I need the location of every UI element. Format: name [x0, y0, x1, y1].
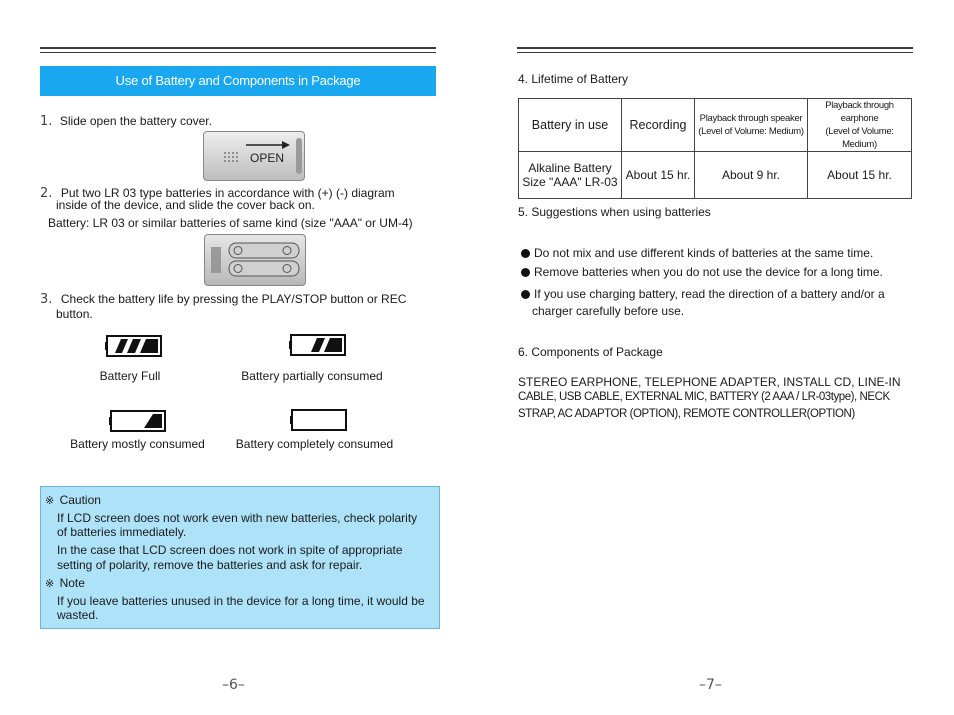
suggestion-text-3: If you use charging battery, read the direction of a battery and/or a	[534, 287, 885, 301]
header-earphone-line1: Playback through earphone	[825, 100, 894, 124]
cell-battery-line2: Size "AAA" LR-03	[522, 175, 618, 189]
suggestions-title: 5. Suggestions when using batteries	[518, 205, 711, 219]
note-mark: ※	[45, 577, 55, 590]
header-speaker-line1: Playback through speaker	[699, 113, 803, 124]
step-3-line2: button.	[56, 307, 93, 321]
step-3-number: 3.	[40, 292, 53, 307]
battery-cover-illustration	[203, 131, 305, 181]
left-top-rule	[40, 47, 436, 49]
components-line3: STRAP, AC ADAPTOR (OPTION), REMOTE CONTROLLER(OPTION)	[518, 408, 855, 420]
section-header: Use of Battery and Components in Package	[40, 66, 436, 96]
caution-p2-line1: In the case that LCD screen does not work in spite of appropriate	[57, 543, 403, 557]
battery-full-icon	[105, 334, 165, 358]
step-2-number: 2.	[40, 186, 53, 201]
battery-empty-label: Battery completely consumed	[235, 437, 394, 451]
battery-note: Battery: LR 03 or similar batteries of same kind (size "AAA" or UM-4)	[48, 216, 413, 230]
header-earphone	[808, 99, 912, 152]
header-speaker-line2: (Level of Volume: Medium)	[698, 126, 804, 137]
cell-earphone: About 15 hr.	[808, 152, 912, 199]
battery-lifetime-table	[518, 98, 912, 199]
suggestion-bullet-1	[521, 246, 873, 260]
cell-speaker: About 9 hr.	[695, 152, 808, 199]
step-3	[40, 290, 406, 308]
table-row	[519, 152, 912, 199]
left-top-rule-thin	[40, 52, 436, 53]
suggestion-bullet-2	[521, 265, 883, 279]
caution-p2-line2: setting of polarity, remove the batteries and ask for repair.	[57, 558, 363, 572]
header-speaker	[695, 99, 808, 152]
step-2-line1: Put two LR 03 type batteries in accordance with (+) (-) diagram	[60, 186, 395, 200]
battery-full-label: Battery Full	[99, 369, 161, 383]
bullet-icon	[521, 249, 530, 258]
battery-partial-label: Battery partially consumed	[241, 369, 383, 383]
table-header-row	[519, 99, 912, 152]
cell-battery-line1: Alkaline Battery	[528, 161, 612, 175]
step-1-text: Slide open the battery cover.	[59, 114, 212, 128]
battery-empty-icon	[290, 408, 350, 432]
bullet-icon	[521, 290, 530, 299]
step-2-line2: inside of the device, and slide the cover back on.	[56, 198, 315, 212]
page-number-right: –7–	[699, 677, 722, 693]
step-3-line1: Check the battery life by pressing the PLAY/STOP button or REC	[60, 292, 407, 306]
battery-compartment-illustration	[204, 234, 306, 286]
bullet-icon	[521, 268, 530, 277]
caution-heading	[45, 493, 101, 507]
header-recording: Recording	[622, 99, 695, 152]
battery-partial-icon	[289, 333, 349, 357]
batteries-icon	[205, 235, 305, 285]
battery-mostly-consumed-label: Battery mostly consumed	[70, 437, 205, 451]
cell-battery	[519, 152, 622, 199]
caution-box	[40, 486, 440, 629]
caution-title: Caution	[59, 493, 101, 507]
components-line2: CABLE, USB CABLE, EXTERNAL MIC, BATTERY (2 AAA / LR-03type), NECK	[518, 391, 890, 403]
note-heading	[45, 576, 85, 590]
open-label: OPEN	[250, 151, 285, 165]
header-earphone-line2: (Level of Volume: Medium)	[825, 126, 894, 150]
right-top-rule	[517, 47, 913, 49]
step-1	[40, 112, 212, 130]
cell-recording: About 15 hr.	[622, 152, 695, 199]
suggestion-text-3-line2: charger carefully before use.	[532, 304, 685, 318]
note-line1: If you leave batteries unused in the device for a long time, it would be	[57, 594, 425, 608]
components-line1: STEREO EARPHONE, TELEPHONE ADAPTER, INSTALL CD, LINE-IN	[518, 375, 901, 389]
caution-p1-line1: If LCD screen does not work even with new batteries, check polarity	[57, 511, 418, 525]
header-battery: Battery in use	[519, 99, 622, 152]
note-title: Note	[59, 576, 85, 590]
suggestion-text-1: Do not mix and use different kinds of batteries at the same time.	[534, 246, 874, 260]
caution-p1-line2: of batteries immediately.	[57, 525, 187, 539]
battery-mostly-consumed-icon	[109, 409, 169, 433]
page-number-left: –6–	[222, 677, 245, 693]
caution-mark: ※	[45, 494, 55, 507]
suggestion-bullet-3	[521, 287, 885, 301]
components-title: 6. Components of Package	[518, 345, 663, 359]
lifetime-title: 4. Lifetime of Battery	[518, 72, 629, 86]
note-line2: wasted.	[57, 608, 99, 622]
right-top-rule-thin	[517, 52, 913, 53]
suggestion-text-2: Remove batteries when you do not use the device for a long time.	[534, 265, 883, 279]
step-1-number: 1.	[40, 114, 53, 129]
